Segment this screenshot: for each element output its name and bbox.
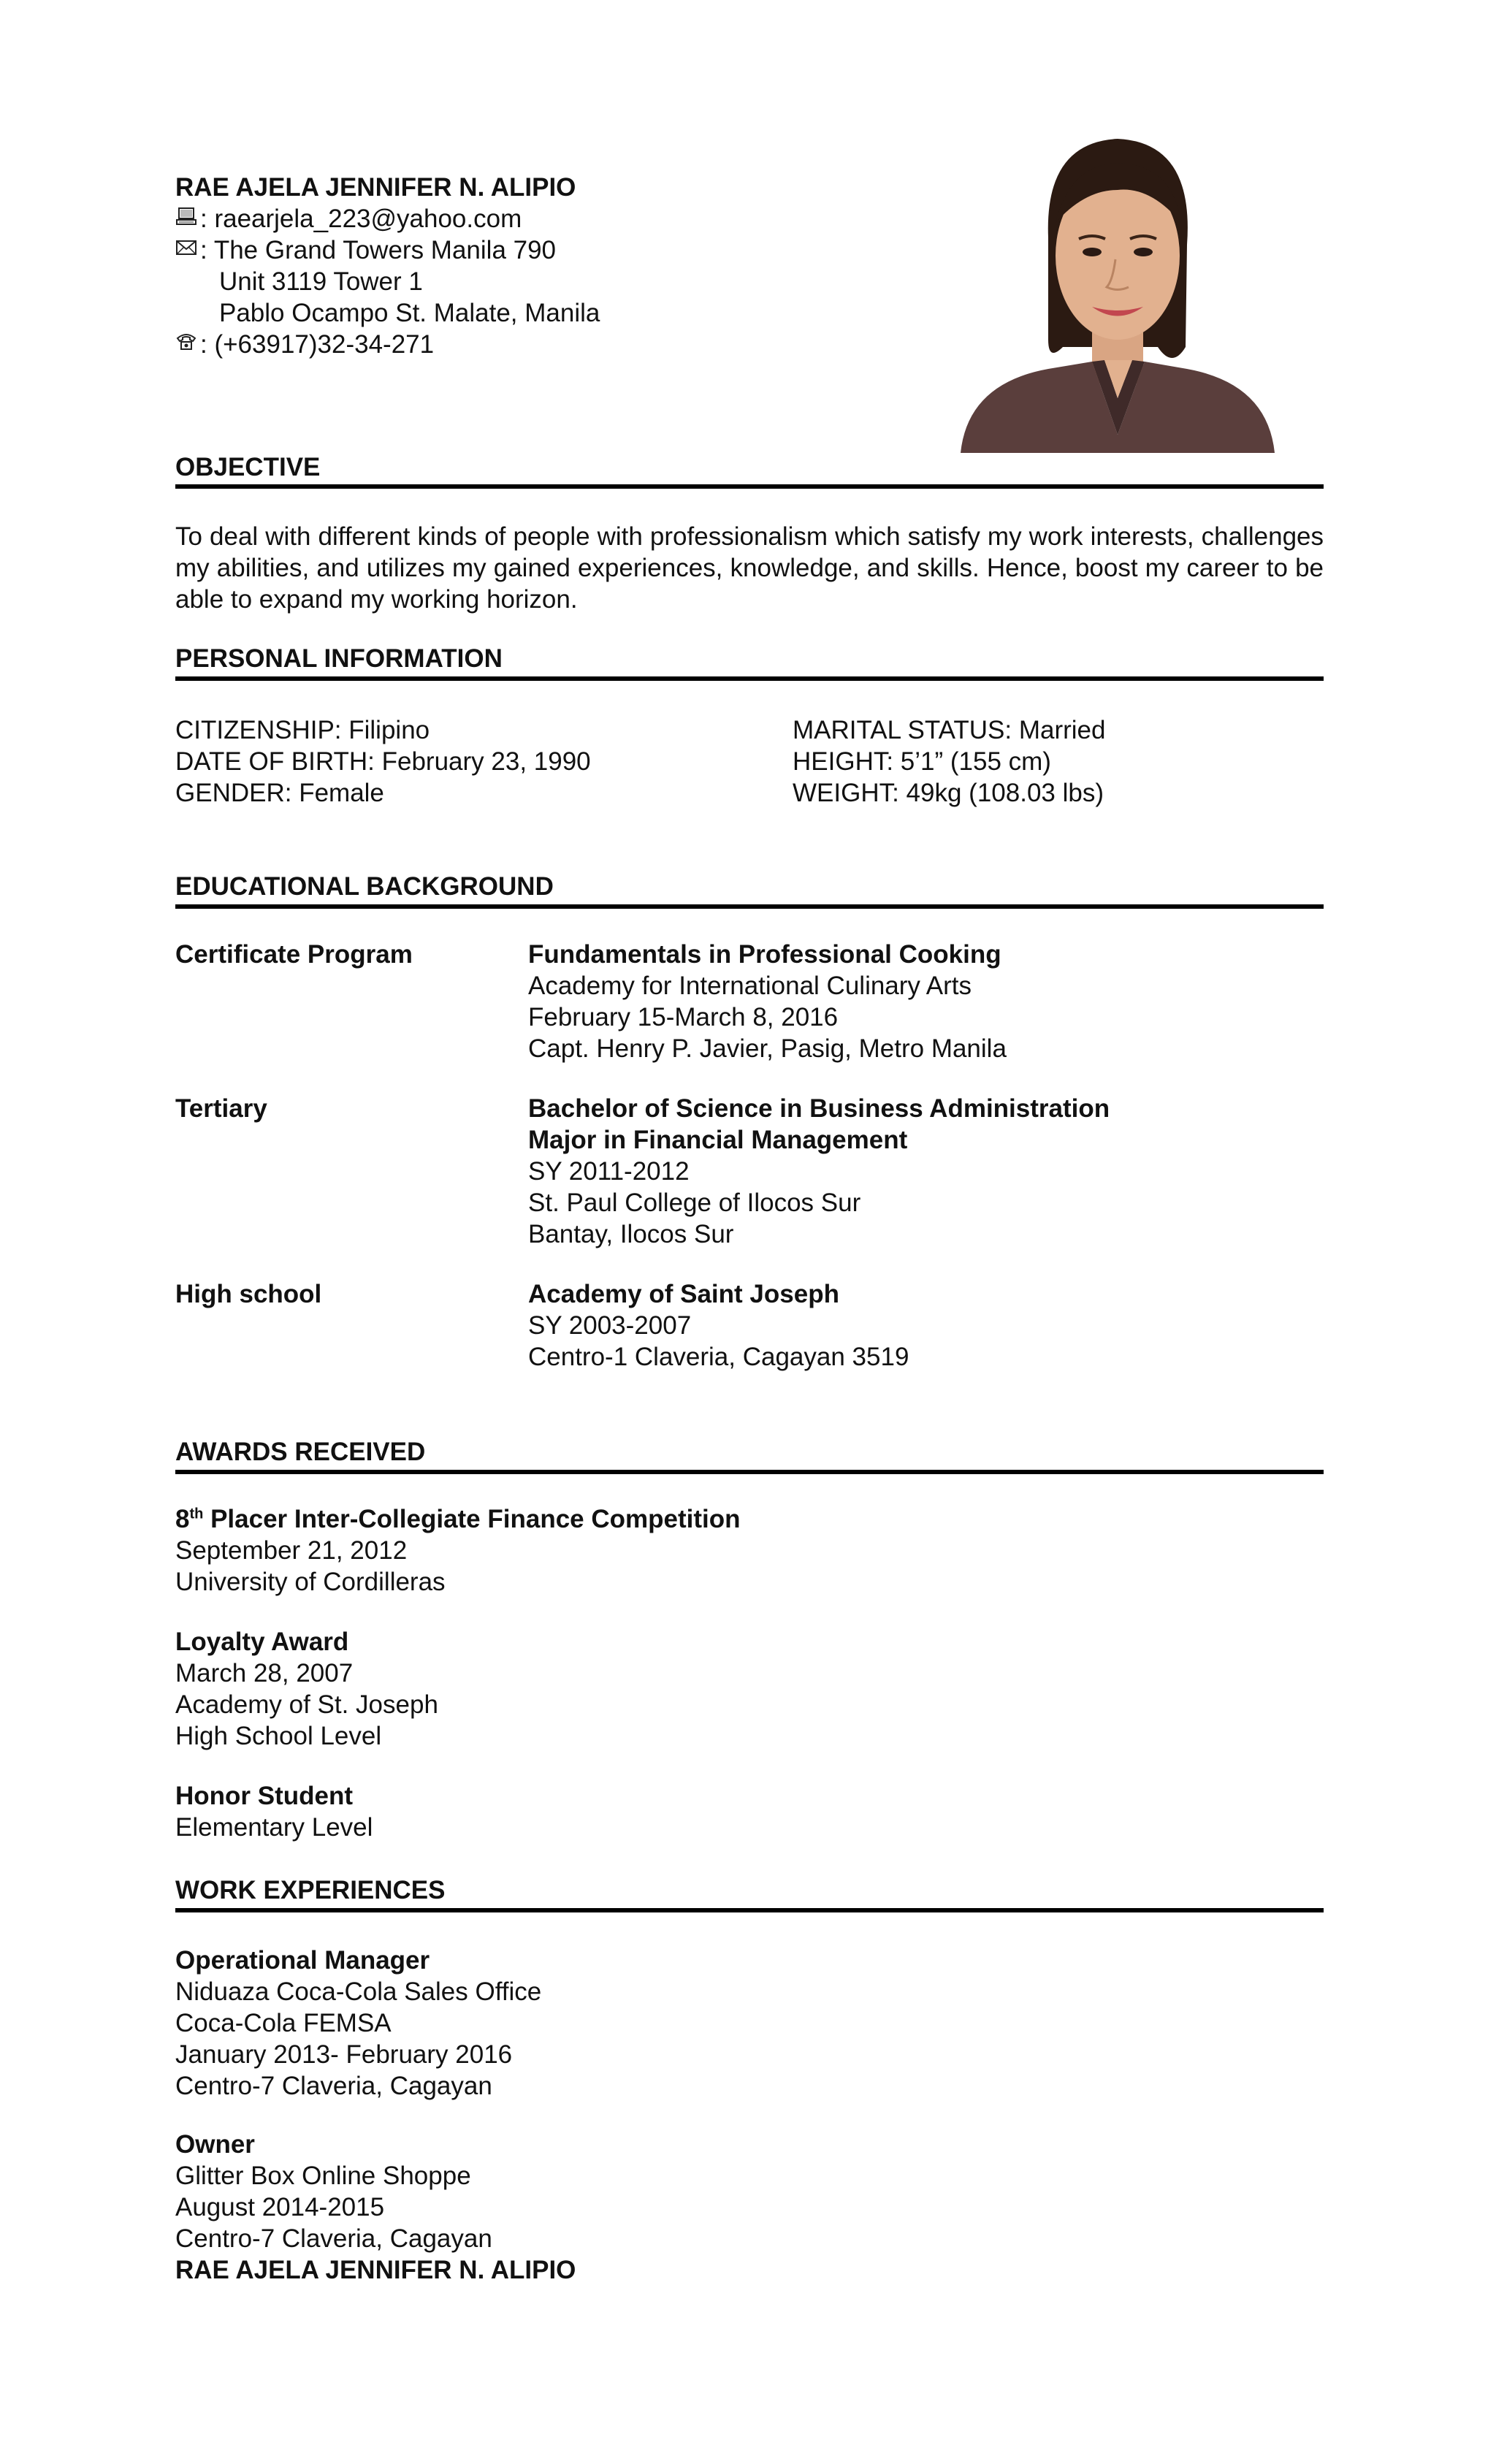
- education-detail: Bantay, Ilocos Sur: [528, 1220, 734, 1248]
- objective-heading: OBJECTIVE: [175, 453, 321, 481]
- work-heading: WORK EXPERIENCES: [175, 1876, 446, 1904]
- education-detail: Academy for International Culinary Arts: [528, 972, 972, 1000]
- job-title: Operational Manager: [175, 1946, 430, 1975]
- education-program: Bachelor of Science in Business Administration: [528, 1094, 1110, 1123]
- award-item: [175, 1780, 373, 1843]
- personal-info-heading: PERSONAL INFORMATION: [175, 644, 503, 673]
- marital-status: MARITAL STATUS: Married: [793, 716, 1106, 744]
- education-rule: [175, 904, 1324, 909]
- address-line-2: Unit 3119 Tower 1: [219, 267, 423, 296]
- award-title: Loyalty Award: [175, 1628, 349, 1656]
- citizenship: CITIZENSHIP: Filipino: [175, 716, 430, 744]
- applicant-photo: [953, 128, 1286, 453]
- award-title: 8th Placer Inter-Collegiate Finance Competition: [175, 1505, 741, 1533]
- education-entry: [528, 939, 1007, 1064]
- height: HEIGHT: 5’1” (155 cm): [793, 747, 1051, 776]
- award-detail: High School Level: [175, 1722, 382, 1750]
- job-detail: January 2013- February 2016: [175, 2040, 513, 2069]
- job-title: Owner: [175, 2130, 255, 2159]
- work-rule: [175, 1908, 1324, 1912]
- education-entry: [528, 1093, 1110, 1250]
- job-detail: Coca-Cola FEMSA: [175, 2009, 392, 2037]
- job-detail: Niduaza Coca-Cola Sales Office: [175, 1977, 542, 2006]
- job-detail: August 2014-2015: [175, 2193, 385, 2221]
- phone-row: [175, 329, 434, 361]
- award-detail: September 21, 2012: [175, 1536, 408, 1565]
- awards-heading: AWARDS RECEIVED: [175, 1438, 426, 1466]
- education-detail: St. Paul College of Ilocos Sur: [528, 1189, 861, 1217]
- award-detail: University of Cordilleras: [175, 1568, 446, 1596]
- award-detail: Academy of St. Joseph: [175, 1690, 438, 1719]
- award-item: [175, 1503, 741, 1598]
- education-detail: Capt. Henry P. Javier, Pasig, Metro Manila: [528, 1034, 1007, 1063]
- education-program: Fundamentals in Professional Cooking: [528, 940, 1001, 969]
- job-detail: Centro-7 Claveria, Cagayan: [175, 2072, 492, 2100]
- address-line-1: : The Grand Towers Manila 790: [200, 236, 557, 264]
- computer-icon: [175, 204, 200, 235]
- education-level: Certificate Program: [175, 940, 413, 969]
- job-detail: Centro-7 Claveria, Cagayan: [175, 2224, 492, 2253]
- email-text: : raearjela_223@yahoo.com: [200, 205, 522, 233]
- personal-info-rule: [175, 676, 1324, 681]
- address-line-3: Pablo Ocampo St. Malate, Manila: [219, 299, 600, 327]
- award-title: Honor Student: [175, 1782, 354, 1810]
- education-entry: [528, 1278, 909, 1373]
- education-detail: Centro-1 Claveria, Cagayan 3519: [528, 1343, 909, 1371]
- weight: WEIGHT: 49kg (108.03 lbs): [793, 779, 1104, 807]
- award-item: [175, 1626, 438, 1752]
- phone-text: : (+63917)32-34-271: [200, 330, 435, 359]
- telephone-icon: [175, 329, 200, 361]
- education-detail: SY 2011-2012: [528, 1157, 690, 1186]
- education-level: High school: [175, 1280, 322, 1308]
- award-detail: March 28, 2007: [175, 1659, 354, 1687]
- awards-rule: [175, 1470, 1324, 1474]
- education-level: Tertiary: [175, 1094, 267, 1123]
- footer-name: RAE AJELA JENNIFER N. ALIPIO: [175, 2256, 576, 2284]
- education-major: Major in Financial Management: [528, 1126, 908, 1154]
- education-detail: SY 2003-2007: [528, 1311, 692, 1340]
- education-program: Academy of Saint Joseph: [528, 1280, 839, 1308]
- applicant-name: RAE AJELA JENNIFER N. ALIPIO: [175, 173, 576, 202]
- objective-rule: [175, 484, 1324, 489]
- education-heading: EDUCATIONAL BACKGROUND: [175, 872, 554, 901]
- gender: GENDER: Female: [175, 779, 384, 807]
- date-of-birth: DATE OF BIRTH: February 23, 1990: [175, 747, 591, 776]
- personal-info-left: [175, 714, 591, 809]
- envelope-icon: [175, 235, 200, 267]
- objective-text: To deal with different kinds of people with professionalism which satisfy my work interests, challenges my abilities, and utilizes my gained experiences, knowledge, and skills. Hence, boost my career to be able to expand my working horizon.: [175, 522, 1324, 614]
- work-item: [175, 1945, 541, 2102]
- personal-info-right: [793, 714, 1105, 809]
- work-item: [175, 2129, 576, 2286]
- education-detail: February 15-March 8, 2016: [528, 1003, 839, 1031]
- address-row: [175, 234, 556, 267]
- job-detail: Glitter Box Online Shoppe: [175, 2162, 471, 2190]
- award-detail: Elementary Level: [175, 1813, 373, 1842]
- email-row: [175, 203, 522, 235]
